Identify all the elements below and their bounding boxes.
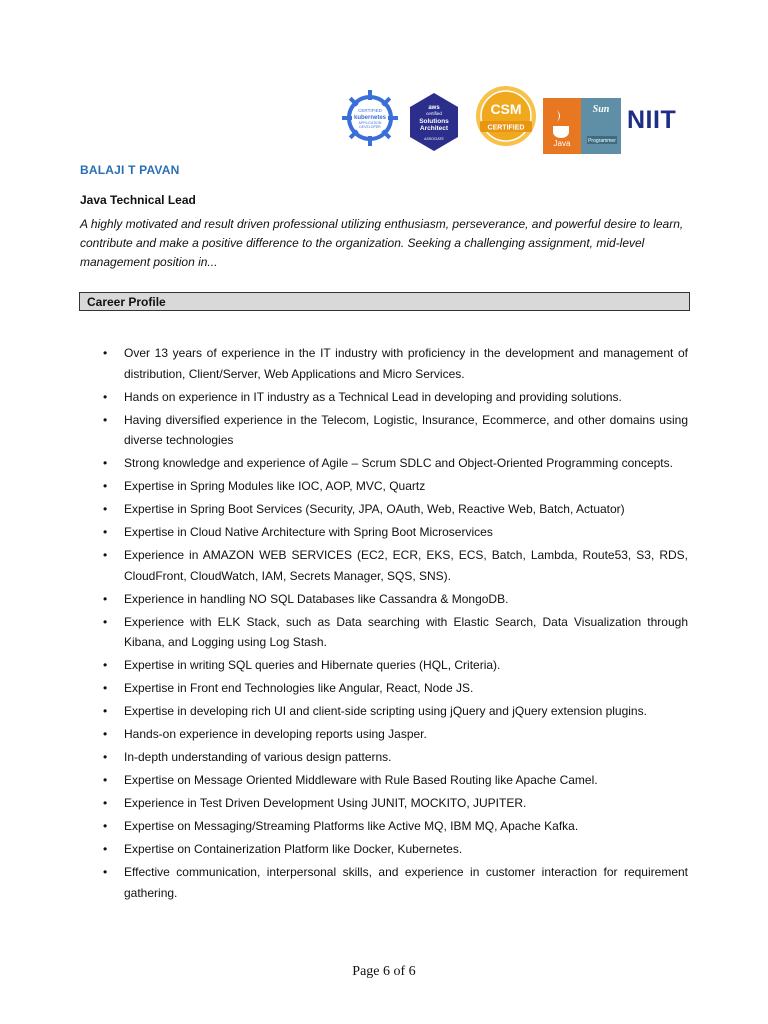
programmer-caption: Programmer (588, 138, 616, 144)
list-item: • Effective communication, interpersonal skills, and experience in customer interaction for requirement gathering. (104, 862, 688, 903)
career-profile-header (79, 292, 690, 311)
aws-tag: certified (426, 111, 442, 116)
csm-ribbon: CERTIFIED (487, 124, 525, 132)
aws-line-2: Architect (419, 125, 449, 132)
list-item: • Experience with ELK Stack, such as Data searching with Elastic Search, Data Visualization through Kibana, and Logging using Log Stash. (104, 612, 688, 653)
list-item: • Expertise in Spring Boot Services (Security, JPA, OAuth, Web, Reactive Web, Batch, Actuator) (104, 499, 688, 520)
list-item: • Expertise on Containerization Platform like Docker, Kubernetes. (104, 839, 688, 860)
k8s-line-2: kubernetes (353, 115, 387, 121)
niit-logo: NIIT (627, 106, 677, 134)
aws-line-1: Solutions (419, 118, 449, 125)
section-title: Career Profile (87, 295, 166, 309)
list-item: • In-depth understanding of various design patterns. (104, 747, 688, 768)
list-item: • Experience in handling NO SQL Databases like Cassandra & MongoDB. (104, 589, 688, 610)
sun-word: Sun (592, 104, 610, 115)
aws-solutions-architect-badge (408, 92, 460, 152)
list-item: • Expertise in writing SQL queries and Hibernate queries (HQL, Criteria). (104, 655, 688, 676)
list-item: • Expertise on Messaging/Streaming Platforms like Active MQ, IBM MQ, Apache Kafka. (104, 816, 688, 837)
csm-certified-badge (472, 84, 540, 150)
list-item: • Experience in Test Driven Development Using JUNIT, MOCKITO, JUPITER. (104, 793, 688, 814)
candidate-name: BALAJI T PAVAN (80, 163, 180, 177)
list-item: • Expertise in Spring Modules like IOC, AOP, MVC, Quartz (104, 476, 688, 497)
k8s-line-4: DEVELOPER (359, 125, 381, 129)
list-item: • Strong knowledge and experience of Agile – Scrum SDLC and Object-Oriented Programming concepts. (104, 453, 688, 474)
list-item: • Having diversified experience in the Telecom, Logistic, Insurance, Ecommerce, and other domains using diverse technologies (104, 410, 688, 451)
list-item: • Over 13 years of experience in the IT industry with proficiency in the development and management of distribution, Client/Server, Web Applications and Micro Services. (104, 343, 688, 384)
aws-level: ASSOCIATE (424, 137, 444, 141)
k8s-line-1: CERTIFIED (358, 108, 382, 113)
aws-brand: aws (428, 105, 440, 111)
java-word: Java (553, 139, 571, 148)
list-item: • Expertise in developing rich UI and client-side scripting using jQuery and jQuery extension plugins. (104, 701, 688, 722)
professional-summary: A highly motivated and result driven professional utilizing enthusiasm, perseverance, and powerful desire to learn, contribute and make a positive difference to the organization. Seeking a challenging assignment, mid-level management position in... (80, 217, 684, 269)
csm-title: CSM (490, 101, 522, 117)
list-item: • Expertise in Front end Technologies like Angular, React, Node JS. (104, 678, 688, 699)
k8s-line-3: APPLICATION (358, 121, 382, 125)
list-item: • Expertise on Message Oriented Middleware with Rule Based Routing like Apache Camel. (104, 770, 688, 791)
list-item: • Hands-on experience in developing reports using Jasper. (104, 724, 688, 745)
list-item: • Experience in AMAZON WEB SERVICES (EC2, ECR, EKS, ECS, Batch, Lambda, Route53, S3, RDS, CloudFront, CloudWatch, IAM, Secrets Manager, SQS, SNS). (104, 545, 688, 586)
list-item: • Expertise in Cloud Native Architecture with Spring Boot Microservices (104, 522, 688, 543)
sun-java-programmer-badge (543, 98, 621, 154)
list-item: • Hands on experience in IT industry as a Technical Lead in developing and providing solutions. (104, 387, 688, 408)
kubernetes-certified-badge (342, 88, 398, 148)
page-number: Page 6 of 6 (352, 964, 416, 979)
certification-logos (342, 84, 688, 160)
career-profile-list (104, 343, 688, 906)
job-title: Java Technical Lead (80, 193, 196, 207)
